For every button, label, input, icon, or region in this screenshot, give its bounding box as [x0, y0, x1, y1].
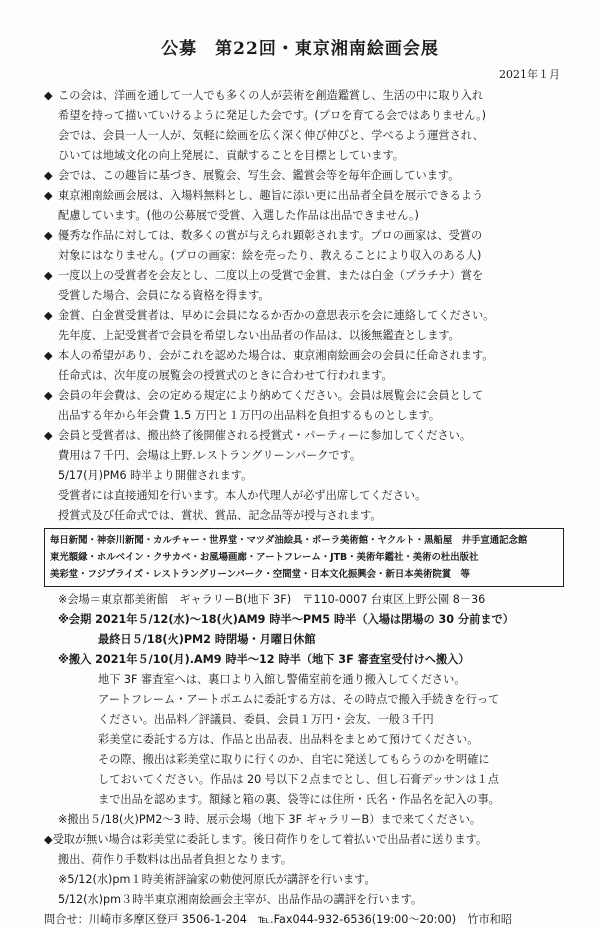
- bullet-line: 受賞した場合、会員になる資格を得ます。: [58, 289, 270, 302]
- bullet-line: この会は、洋画を通して一人でも多くの人が芸術を創造鑑賞し、生活の中に取り入れ: [58, 89, 484, 102]
- bullet-line: 東京湘南絵画会展は、入場料無料とし、趣旨に添い更に出品者全員を展示できるよう: [58, 189, 484, 202]
- carry-in-details: [44, 670, 564, 810]
- bullet-list: [44, 86, 564, 526]
- document-date: 2021年１月: [499, 68, 560, 81]
- sponsors-box: [44, 528, 564, 587]
- carry-in-line: アートフレーム・アートポエムに委託する方は、その時点で搬入手続きを行って: [98, 693, 500, 706]
- bullet-item: [44, 266, 564, 306]
- carry-out-note: ※搬出５/18(火)PM2～3 時、展示会場（地下 3F ギャラリーB）まで来てください。: [58, 813, 482, 826]
- bullet-item: [44, 86, 564, 166]
- venue-note: ※会場＝東京都美術館 ギャラリーB(地下 3F) 〒110-0007 台東区上野公園 8－36: [58, 593, 486, 606]
- diamond-bullet-icon: ◆: [44, 389, 53, 402]
- sponsors-line: 美彩堂・フジプライズ・レストラングリーンパーク・空間堂・日本文化振興会・新日本美術院賞 等: [50, 569, 470, 580]
- pickup-note: ◆受取が無い場合は彩美堂に委託します。後日荷作りをして着払いで出品者に送ります。: [44, 833, 488, 846]
- bullet-line: 任命式は、次年度の展覧会の授賞式のときに合わせて行われます。: [58, 369, 393, 382]
- bullet-line: 先年度、上記受賞者で会員を希望しない出品者の作品は、以後無鑑査とします。: [58, 329, 460, 342]
- bullet-line: 5/17(月)PM6 時半より開催されます。: [58, 469, 253, 482]
- review-note: 5/12(水)pm３時半東京湘南絵画会主宰が、出品作品の講評を行います。: [58, 893, 423, 906]
- bullet-line: 金賞、白金賞受賞者は、早めに会員になるか否かの意思表示を会に連絡してください。: [58, 309, 495, 322]
- diamond-bullet-icon: ◆: [44, 229, 53, 242]
- carry-in-note: ※搬入 2021年５/10(月).AM9 時半～12 時半（地下 3F 審査室受付けへ搬入）: [58, 653, 470, 666]
- bullet-item: [44, 226, 564, 266]
- sponsors-line: 東光額縁・ホルベイン・クサカベ・お風場画廊・アートフレーム・JTB・美術年鑑社・美術の杜出版社: [50, 552, 479, 563]
- page-title: 公募 第22回・東京湘南絵画会展: [161, 39, 439, 59]
- bullet-line: 会では、この趣旨に基づき、展覧会、写生会、鑑賞会等を毎年企画しています。: [58, 169, 460, 182]
- diamond-bullet-icon: ◆: [44, 169, 53, 182]
- bullet-item: [44, 186, 564, 226]
- diamond-bullet-icon: ◆: [44, 349, 53, 362]
- carry-in-line: その際、搬出は彩美堂に取りに行くのか、自宅に発送してもらうのかを明確に: [98, 753, 490, 766]
- carry-in-line: 地下 3F 審査室へは、裏口より入館し警備室前を通り搬入してください。: [98, 673, 466, 686]
- diamond-bullet-icon: ◆: [44, 429, 53, 442]
- bullet-item: [44, 166, 564, 186]
- document-body: [44, 86, 564, 930]
- carry-in-line: しておいてください。作品は 20 号以下２点までとし、但し石膏デッサンは１点: [98, 773, 499, 786]
- diamond-bullet-icon: ◆: [44, 89, 53, 102]
- contact-info: 問合せ：川崎市多摩区登戸 3506-1-204 ℡.Fax044-932-6536(19:00～20:00) 竹市和昭: [44, 913, 513, 926]
- bullet-item: [44, 346, 564, 386]
- carry-in-line: ください。出品料／評議員、委員、会員１万円・会友、一般３千円: [98, 713, 434, 726]
- bullet-line: 対象にはなりません。(プロの画家：絵を売ったり、教えることにより収入のある人): [58, 249, 482, 262]
- bullet-line: ひいては地域文化の向上発展に、貢献することを目標としています。: [58, 149, 404, 162]
- bullet-line: 会員の年会費は、会の定める規定により納めてください。会員は展覧会に会員として: [58, 389, 484, 402]
- bullet-line: 配慮しています。(他の公募展で受賞、入選した作品は出品できません。): [58, 209, 419, 222]
- pickup-note: 搬出、荷作り手数料は出品者負担となります。: [58, 853, 293, 866]
- carry-in-line: 彩美堂に委託する方は、作品と出品表、出品料をまとめて預けてください。: [98, 733, 479, 746]
- review-note: ※5/12(水)pm１時美術評論家の勅使河原氏が講評を行います。: [58, 873, 376, 886]
- bullet-line: 受賞者には直接通知を行います。本人か代理人が必ず出席してください。: [58, 489, 427, 502]
- bullet-line: 会員と受賞者は、搬出終了後開催される授賞式・パーティーに参加してください。: [58, 429, 472, 442]
- bullet-line: 一度以上の受賞者を会友とし、二度以上の受賞で金賞、または白金（プラチナ）賞を: [58, 269, 484, 282]
- bullet-line: 会では、会員一人一人が、気軽に絵画を広く深く伸び伸びと、学べるよう運営され、: [58, 129, 484, 142]
- bullet-item: [44, 386, 564, 426]
- bullet-item: [44, 426, 564, 526]
- bullet-item: [44, 306, 564, 346]
- diamond-bullet-icon: ◆: [44, 189, 53, 202]
- bullet-line: 出品する年から年会費 1.5 万円と１万円の出品料を負担するものとします。: [58, 409, 441, 422]
- bullet-line: 本人の希望があり、会がこれを認めた場合は、東京湘南絵画会の会員に任命されます。: [58, 349, 494, 362]
- diamond-bullet-icon: ◆: [44, 269, 53, 282]
- bullet-line: 費用は７千円、会場は上野.レストラングリーンパークです。: [58, 449, 362, 462]
- last-day-note: 最終日５/18(火)PM2 時閉場・月曜日休館: [98, 633, 316, 646]
- bullet-line: 授賞式及び任命式では、賞状、賞品、記念品等が授与されます。: [58, 509, 382, 522]
- sponsors-line: 毎日新聞・神奈川新聞・カルチャー・世界堂・マツダ油絵具・ポーラ美術館・ヤクルト・黒船屋 井手宣通記念館: [50, 535, 528, 546]
- period-note: ※会期 2021年５/12(水)～18(火)AM9 時半～PM5 時半（入場は閉場の 30 分前まで）: [58, 613, 514, 626]
- bullet-line: 希望を持って描いていけるように発足した会です。(プロを育てる会ではありません。): [58, 109, 487, 122]
- diamond-bullet-icon: ◆: [44, 309, 53, 322]
- carry-in-line: まで出品を認めます。額縁と箱の裏、袋等には住所・氏名・作品名を記入の事。: [98, 793, 500, 806]
- bullet-line: 優秀な作品に対しては、数多くの賞が与えられ顕彰されます。プロの画家は、受賞の: [58, 229, 483, 242]
